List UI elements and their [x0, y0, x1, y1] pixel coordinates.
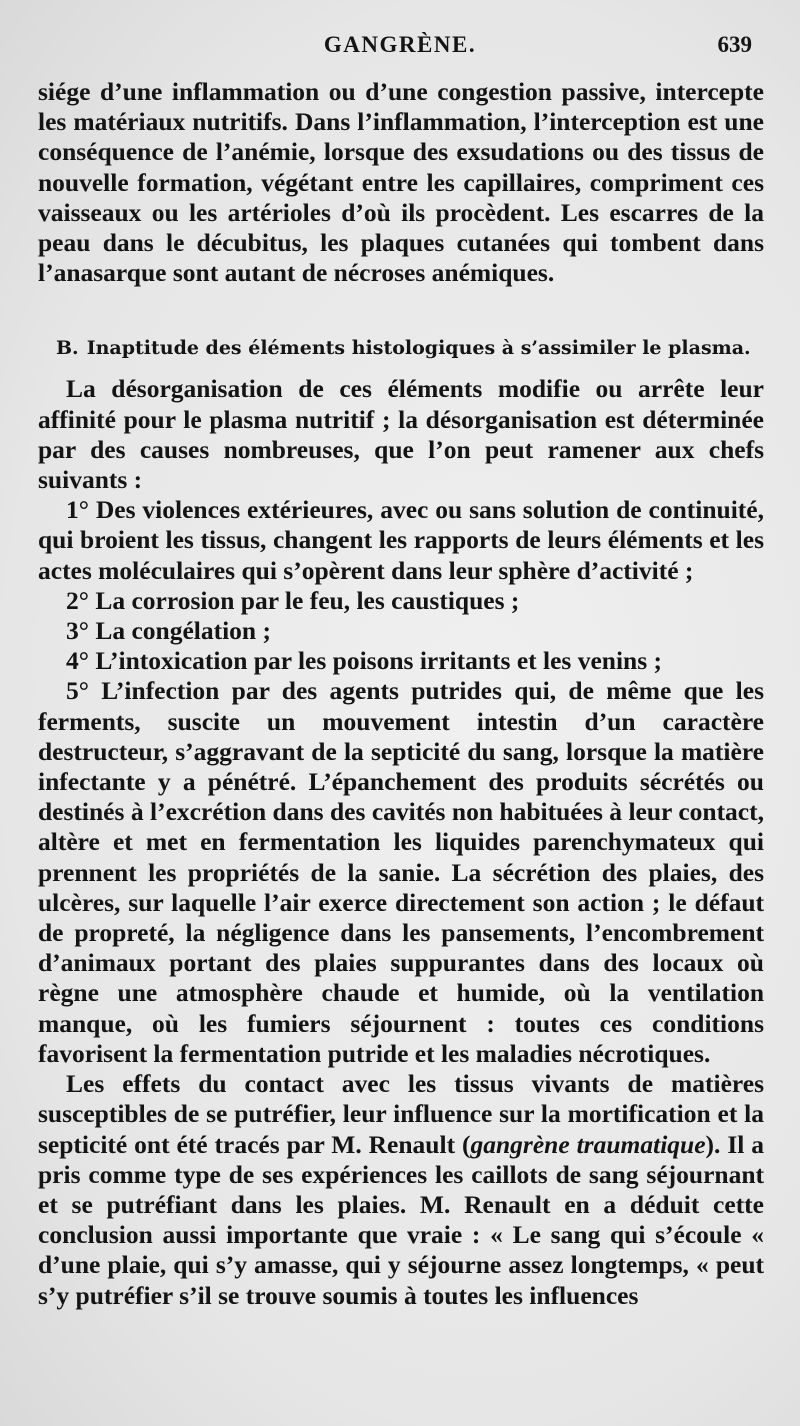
running-title: GANGRÈNE.	[323, 32, 477, 57]
list-item: 3° La congélation ;	[66, 616, 271, 646]
paragraph-disorganisation: La désorganisation de ces éléments modifie ou arrête leur affinité pour le plasma nutritif ; la désorganisation est déterminée par des causes nombreuses, que l’on peut ramener aux chefs suivants :	[38, 374, 764, 495]
list-item: 5° L’infection par des agents putrides qui, de même que les ferments, suscite un mouvement intestin d’un caractère destructeur, s’aggravant de la septicité du sang, lorsque la matière infectante y a pénétré. L’épanchement des produits sécrétés ou destinés à l’excrétion dans des cavités non habituées à leur contact, altère et met en fermentation les liquides parenchymateux qui prennent les propriétés de la sanie. La sécrétion des plaies, des ulcères, sur laquelle l’air exerce directement son action ; le défaut de propreté, la négligence dans les pansements, l’encombrement d’animaux portant des plaies suppurantes dans des locaux où règne une atmosphère chaude et humide, où la ventilation manque, où les fumiers séjournent : toutes ces conditions favorisent la fermentation putride et les maladies nécrotiques.	[38, 676, 764, 1068]
italic-term: gangrène traumatique	[470, 1129, 706, 1159]
list-item: 2° La corrosion par le feu, les caustiques ;	[66, 585, 520, 615]
paragraph-renault-text-end: ). Il a pris comme type de ses expériences les caillots de sang séjournant et se putréfiant dans les plaies. M. Renault en a déduit cette conclusion aussi importante que vraie : « Le sang qui s’écoule « d’une plaie, qui s’y amasse, qui y séjourne assez longtemps, « peut s’y putréfier s’il se trouve soumis à toutes les influences	[38, 1129, 764, 1310]
list-item: 1° Des violences extérieures, avec ou sans solution de continuité, qui broient les tissus, changent les rapports de leurs éléments et les actes moléculaires qui s’opèrent dans leur sphère d’activité ;	[38, 495, 764, 585]
section-heading	[56, 335, 764, 361]
paragraph-renault-text-start: Les effets du contact avec les tissus vivants de matières susceptibles de se putréfier, leur influence sur la mortification et la septicité ont été tracés par M. Renault (	[38, 1069, 764, 1159]
paragraph-renault	[38, 1069, 764, 1311]
paragraph-anemic-necrosis: siége d’une inflammation ou d’une congestion passive, intercepte les matériaux nutritifs. Dans l’inflammation, l’interception est une conséquence de l’anémie, lorsque des exsudations ou des tissus de nouvelle formation, végétant entre les capillaires, compriment ces vaisseaux ou les artérioles d’où ils procèdent. Les escarres de la peau dans le décubitus, les plaques cutanées qui tombent dans l’anasarque sont autant de nécroses anémiques.	[38, 77, 764, 288]
causes-list	[38, 495, 764, 1069]
page-number: 639	[717, 32, 752, 57]
list-item: 4° L’intoxication par les poisons irritants et les venins ;	[66, 646, 663, 676]
page-body	[38, 77, 764, 1311]
section-letter: B.	[56, 337, 79, 360]
section-title: Inaptitude des éléments histologiques à s’assimiler le plasma.	[86, 337, 751, 360]
page-header	[0, 32, 800, 64]
